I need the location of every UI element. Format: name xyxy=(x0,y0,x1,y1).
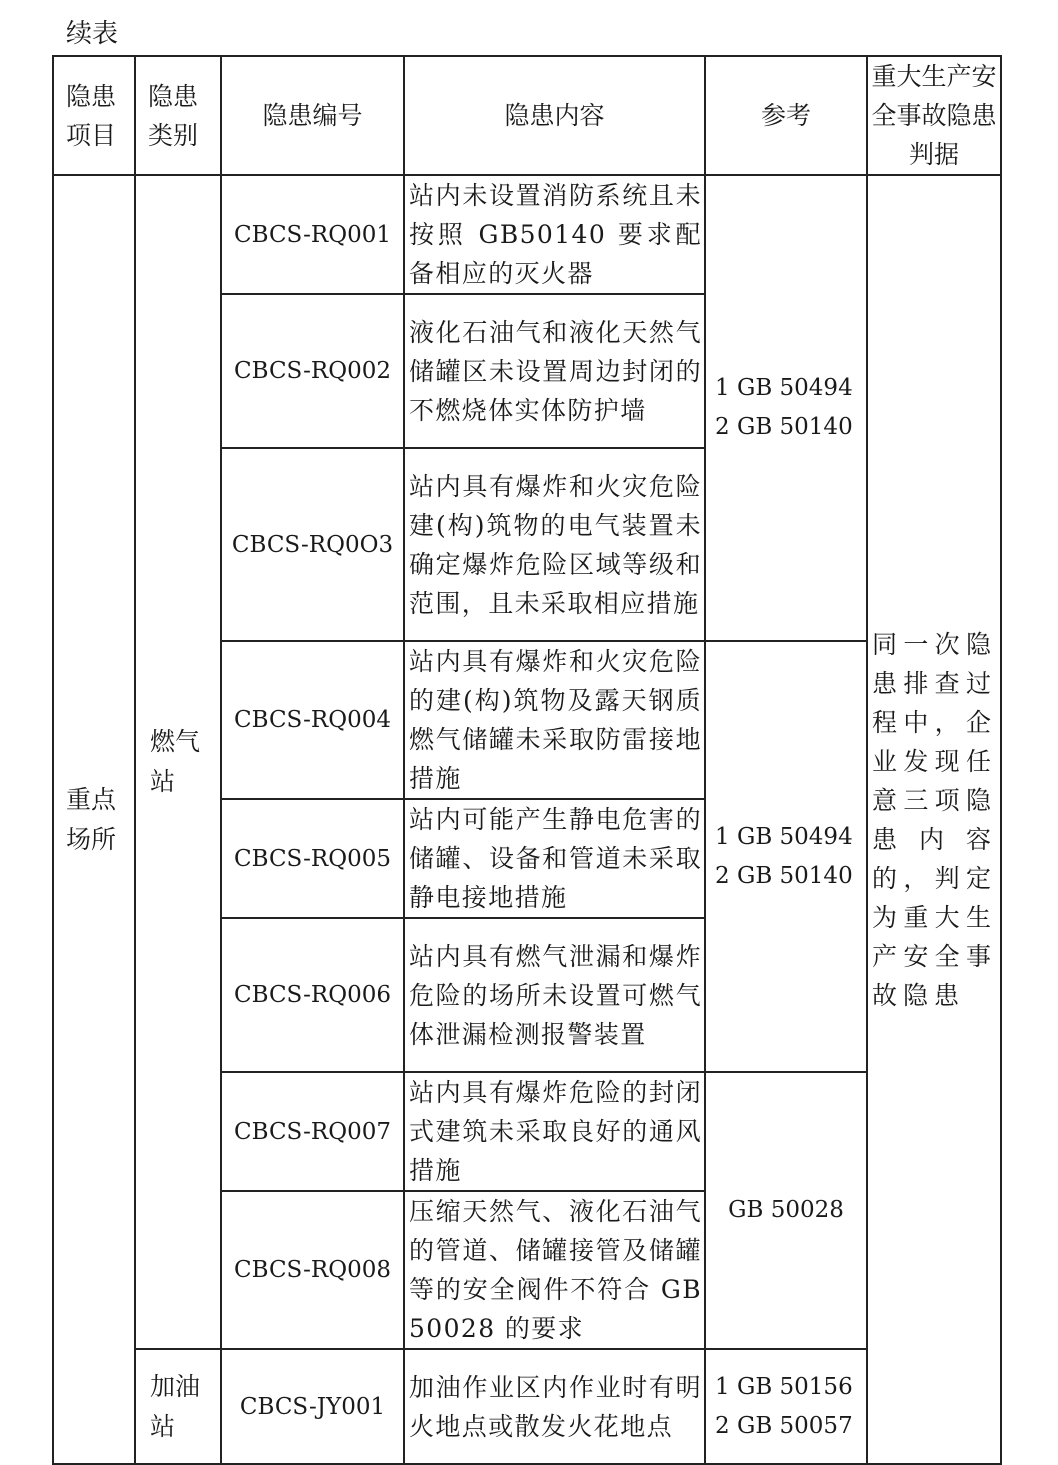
hazard-content: 压缩天然气、液化石油气的管道、储罐接管及储罐等的安全阀件不符合 GB 50028 的要求 xyxy=(404,1191,705,1349)
hazard-content: 站内具有爆炸危险的封闭式建筑未采取良好的通风措施 xyxy=(404,1072,705,1191)
hazard-content: 液化石油气和液化天然气储罐区未设置周边封闭的不燃烧体实体防护墙 xyxy=(404,294,705,448)
hazard-content: 站内具有爆炸和火灾危险建(构)筑物的电气装置未确定爆炸危险区域等级和范围，且未采取相应措施 xyxy=(404,448,705,641)
hazard-content: 站内可能产生静电危害的储罐、设备和管道未采取静电接地措施 xyxy=(404,799,705,918)
hazard-code: CBCS-RQ007 xyxy=(221,1072,404,1191)
reference-group-4 xyxy=(705,1349,867,1464)
hazard-code: CBCS-RQ006 xyxy=(221,918,404,1072)
table-row xyxy=(53,1349,1001,1464)
header-code: 隐患编号 xyxy=(221,56,404,175)
hazard-code: CBCS-RQ004 xyxy=(221,641,404,799)
reference-line: 1 GB 50494 xyxy=(715,823,853,850)
reference-line: 1 GB 50156 xyxy=(715,1373,853,1400)
header-basis: 重大生产安全事故隐患判据 xyxy=(867,56,1001,175)
hazard-code: CBCS-JY001 xyxy=(221,1349,404,1464)
hazard-content: 站内具有燃气泄漏和爆炸危险的场所未设置可燃气体泄漏检测报警装置 xyxy=(404,918,705,1072)
hazard-content: 站内未设置消防系统且未按照 GB50140 要求配备相应的灭火器 xyxy=(404,175,705,294)
hazard-code: CBCS-RQ005 xyxy=(221,799,404,918)
hazard-content: 站内具有爆炸和火灾危险的建(构)筑物及露天钢质燃气储罐未采取防雷接地措施 xyxy=(404,641,705,799)
reference-line: 2 GB 50140 xyxy=(715,414,853,440)
hazard-content: 加油作业区内作业时有明火地点或散发火花地点 xyxy=(404,1349,705,1464)
table-caption: 续表 xyxy=(66,19,119,49)
header-row xyxy=(53,56,1001,175)
header-item: 隐患项目 xyxy=(53,56,135,175)
hazard-item-cell: 重点场所 xyxy=(53,175,135,1464)
category-gas-station: 燃气站 xyxy=(135,175,221,1349)
reference-line: 2 GB 50057 xyxy=(715,1412,853,1439)
major-hazard-basis: 同一次隐患排查过程中，企业发现任意三项隐患内容的，判定为重大生产安全事故隐患 xyxy=(867,175,1001,1464)
hazard-code: CBCS-RQ008 xyxy=(221,1191,404,1349)
reference-group-2 xyxy=(705,641,867,1072)
category-fuel-station: 加油站 xyxy=(135,1349,221,1464)
header-reference: 参考 xyxy=(705,56,867,175)
hazard-code: CBCS-RQ001 xyxy=(221,175,404,294)
reference-line: 2 GB 50140 xyxy=(715,862,853,889)
header-content: 隐患内容 xyxy=(404,56,705,175)
hazard-code: CBCS-RQ002 xyxy=(221,294,404,448)
reference-line: 1 GB 50494 xyxy=(715,375,853,401)
header-category: 隐患类别 xyxy=(135,56,221,175)
reference-group-3: GB 50028 xyxy=(705,1072,867,1349)
table-row xyxy=(53,175,1001,294)
reference-group-1 xyxy=(705,175,867,641)
hazard-code: CBCS-RQ0O3 xyxy=(221,448,404,641)
hazard-table xyxy=(52,55,1002,1465)
